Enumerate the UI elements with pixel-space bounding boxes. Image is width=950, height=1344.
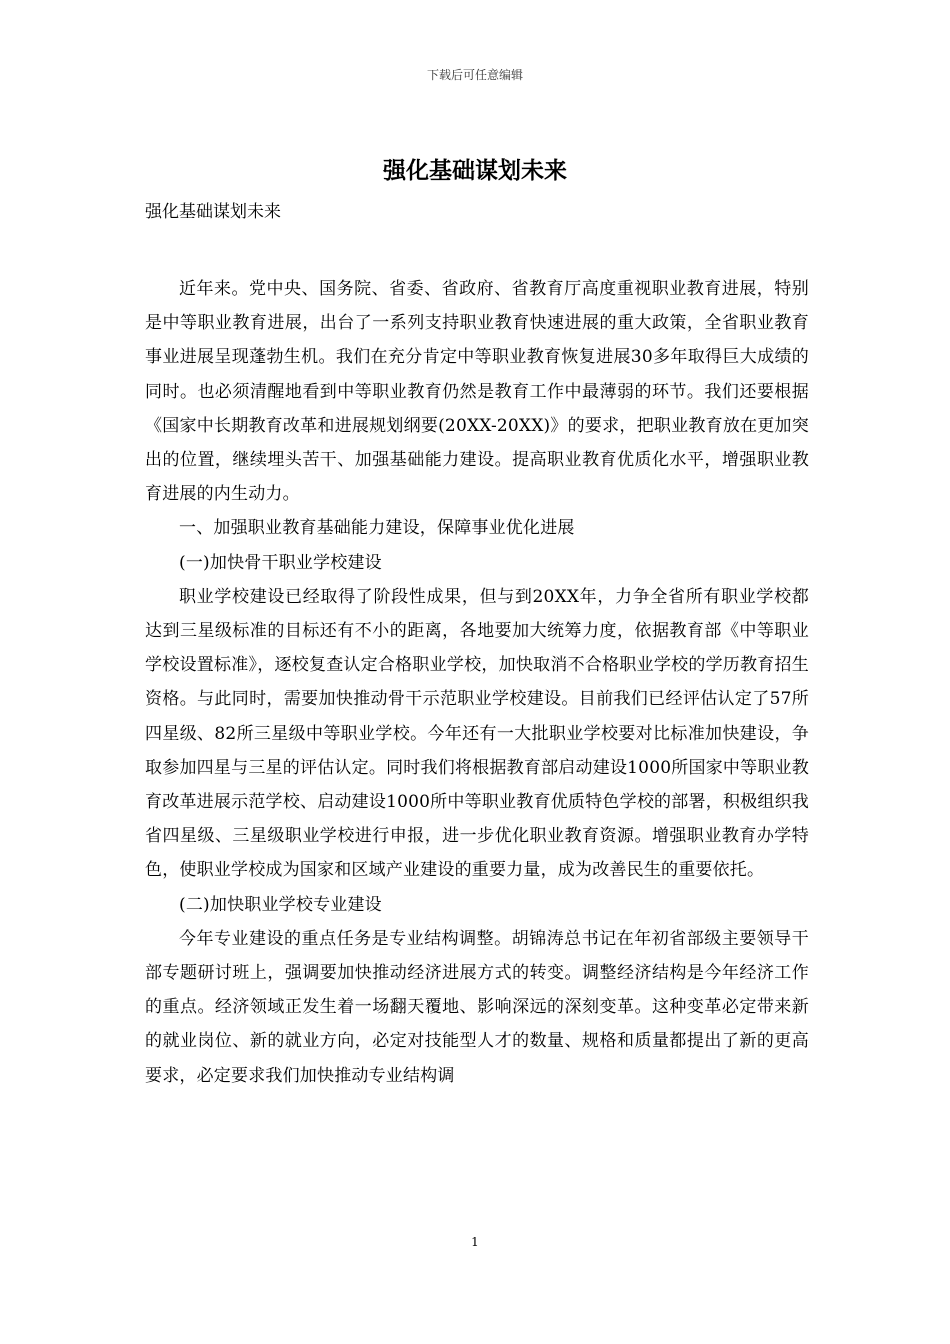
page-title: 强化基础谋划未来 (383, 157, 567, 184)
paragraph-school-construction: 职业学校建设已经取得了阶段性成果，但与到20XX年，力争全省所有职业学校都达到三星级标准的目标还有不小的距离，各地要加大统筹力度，依据教育部《中等职业学校设置标准》，逐校复查认定合格职业学校，加快取消不合格职业学校的学历教育招生资格。与此同时，需要加快推动骨干示范职业学校建设。目前我们已经评估认定了57所四星级、82所三星级中等职业学校。今年还有一大批职业学校要对比标准加快建设，争取参加四星与三星的评估认定。同时我们将根据教育部启动建设1000所国家中等职业教育改革进展示范学校、启动建设1000所中等职业教育优质特色学校的部署，积极组织我省四星级、三星级职业学校进行申报，进一步优化职业教育资源。增强职业教育办学特色，使职业学校成为国家和区域产业建设的重要力量，成为改善民生的重要依托。 (145, 586, 809, 881)
header-note: 下载后可任意编辑 (426, 68, 523, 82)
subtitle: 强化基础谋划未来 (145, 202, 281, 222)
document-body (145, 272, 809, 1093)
paragraph-intro: 近年来。党中央、国务院、省委、省政府、省教育厅高度重视职业教育进展，特别是中等职业教育进展，出台了一系列支持职业教育快速进展的重大政策，全省职业教育事业进展呈现蓬勃生机。我们在充分肯定中等职业教育恢复进展30多年取得巨大成绩的同时。也必须清醒地看到中等职业教育仍然是教育工作中最薄弱的环节。我们还要根据《国家中长期教育改革和进展规划纲要(20XX-20XX)》的要求，把职业教育放在更加突出的位置，继续埋头苦干、加强基础能力建设。提高职业教育优质化水平，增强职业教育进展的内生动力。 (145, 279, 809, 505)
section-heading-1: 一、加强职业教育基础能力建设，保障事业优化进展 (179, 518, 575, 539)
paragraph-specialty-construction: 今年专业建设的重点任务是专业结构调整。胡锦涛总书记在年初省部级主要领导干部专题研讨班上，强调要加快推动经济进展方式的转变。调整经济结构是今年经济工作的重点。经济领域正发生着一场翻天覆地、影响深远的深刻变革。这种变革必定带来新的就业岗位、新的就业方向，必定对技能型人才的数量、规格和质量都提出了新的更高要求，必定要求我们加快推动专业结构调 (145, 928, 809, 1086)
page-number: 1 (471, 1235, 479, 1249)
subsection-heading-2: (二)加快职业学校专业建设 (179, 894, 382, 915)
subsection-heading-1: (一)加快骨干职业学校建设 (179, 552, 382, 573)
